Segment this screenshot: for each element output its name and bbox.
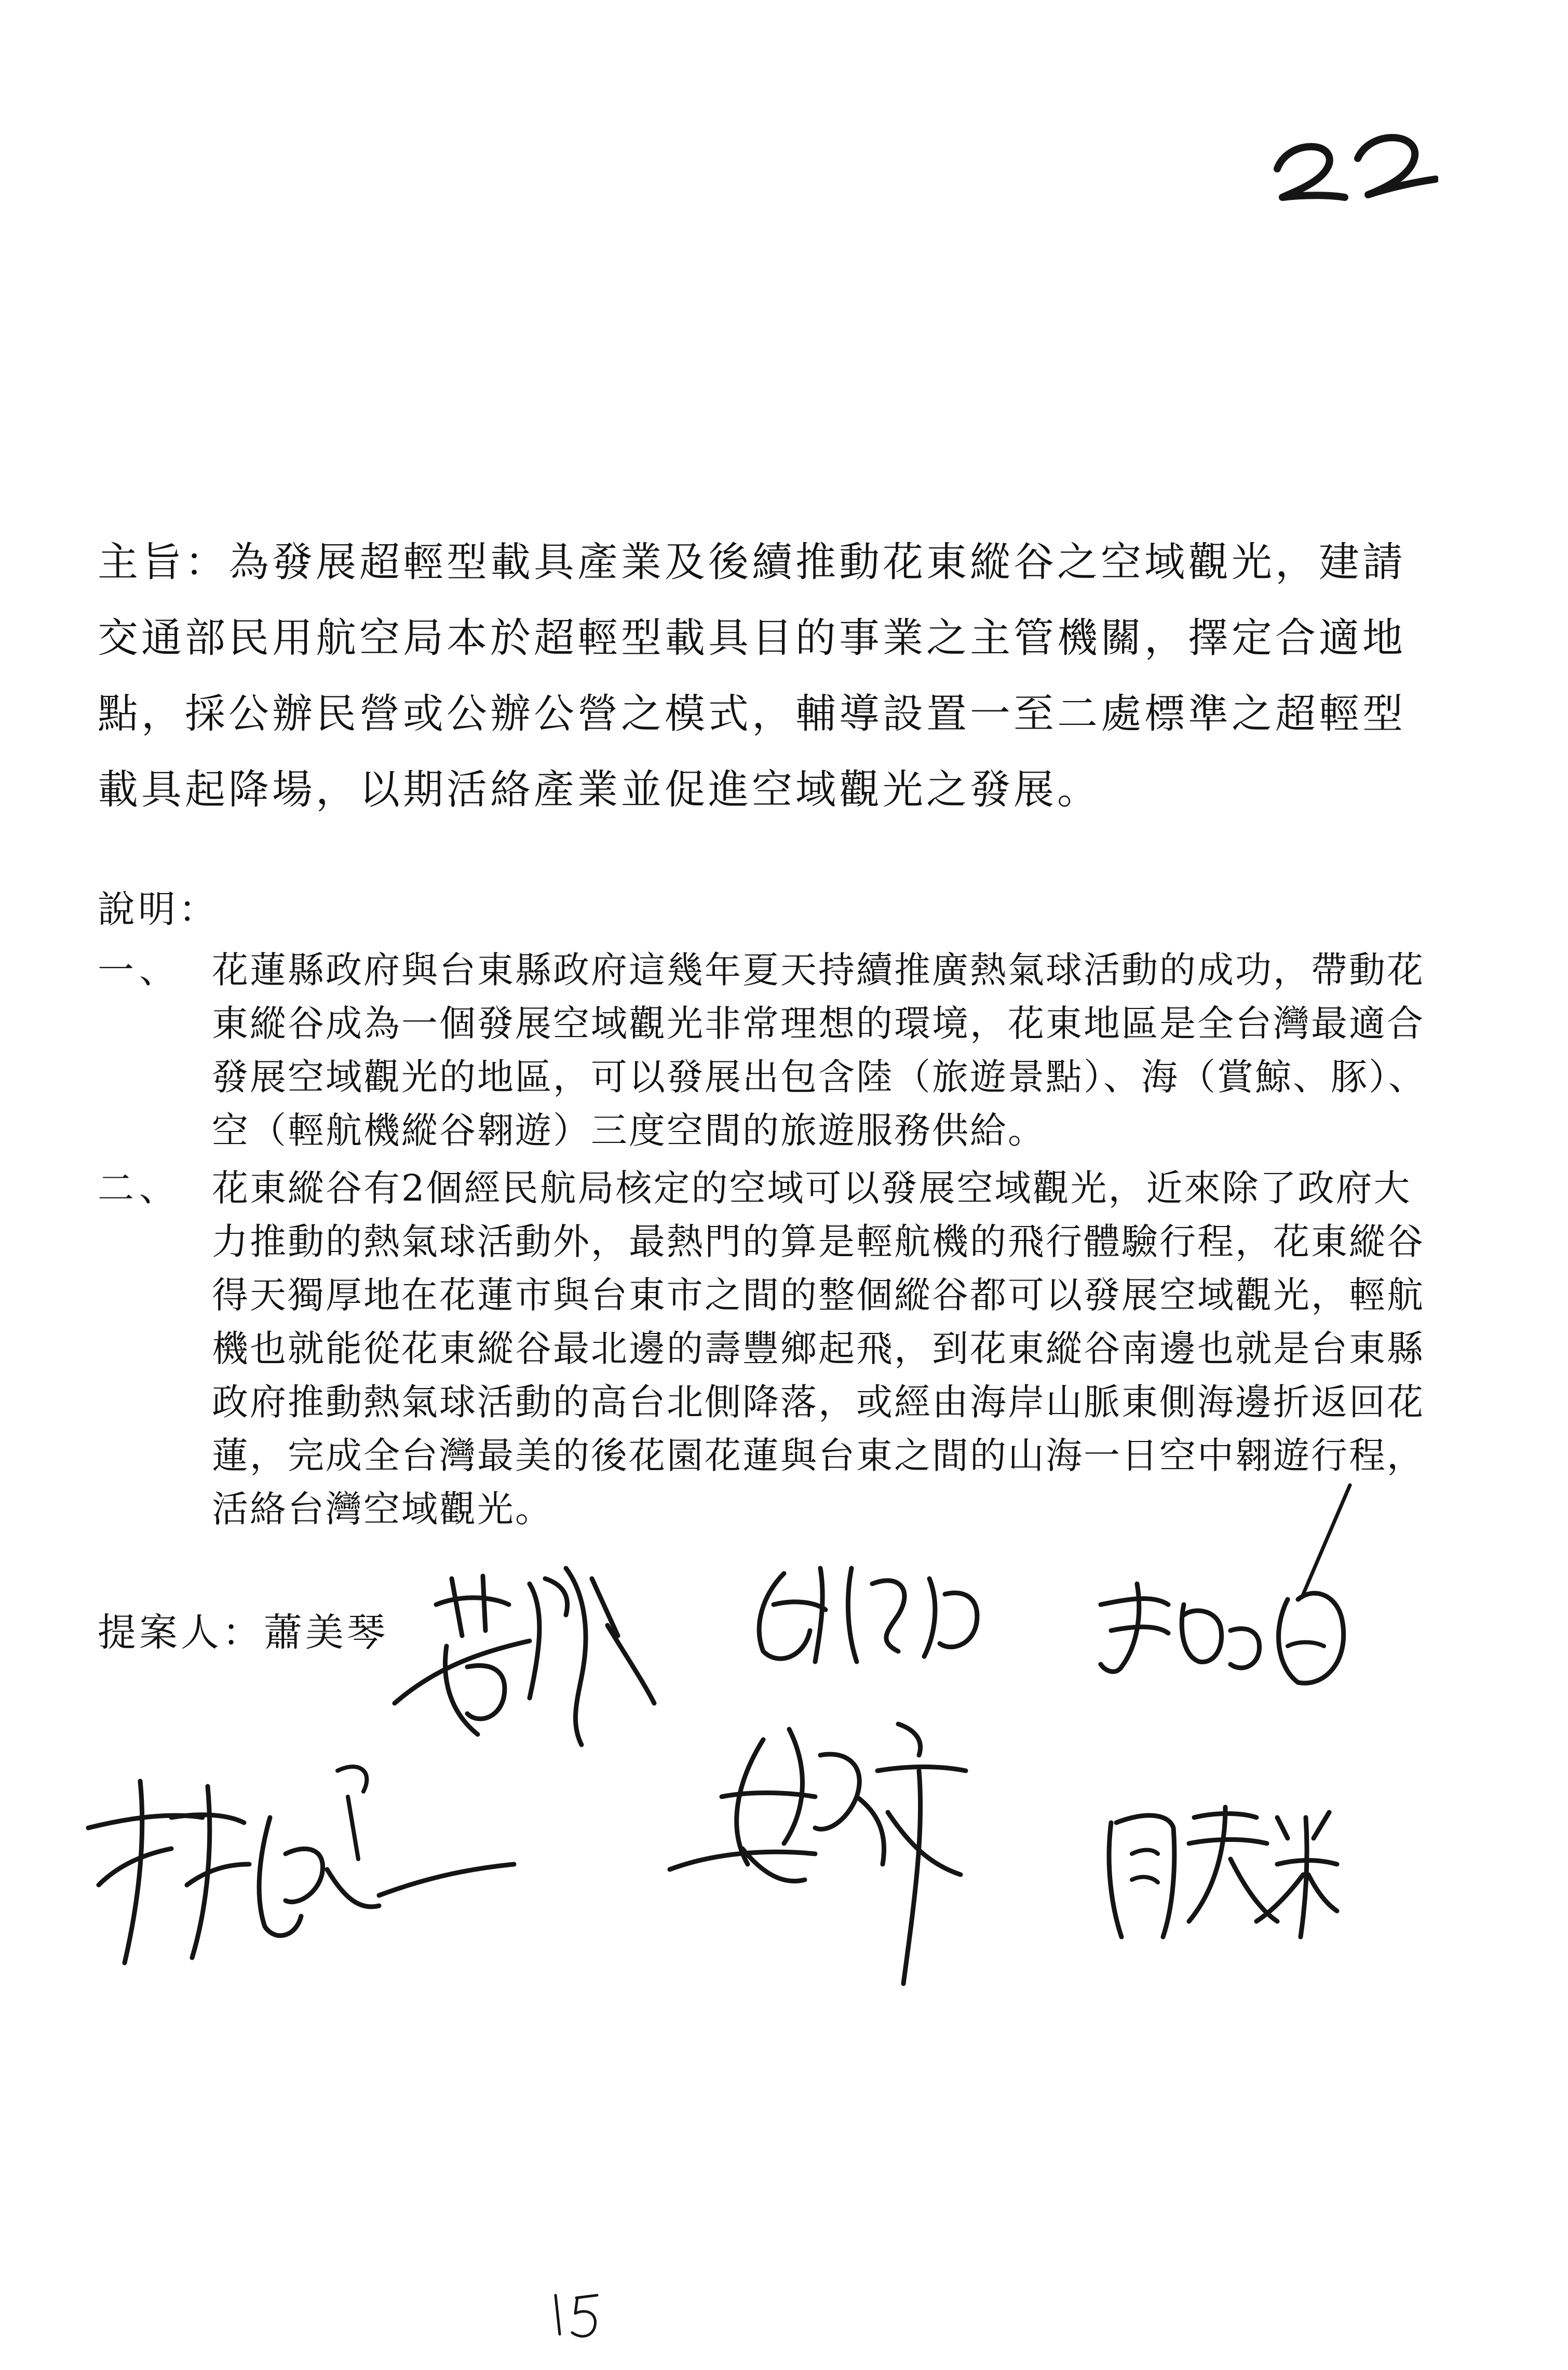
subject-line: 交通部民用航空局本於超輕型載具目的事業之主管機關，擇定合適地 <box>98 615 1407 662</box>
signature-4 <box>67 1740 514 1968</box>
item-line: 東縱谷成為一個發展空域觀光非常理想的環境，花東地區是全台灣最適合 <box>212 1002 1425 1045</box>
handwritten-page-number-bottom <box>545 2285 607 2342</box>
explanation-heading: 說明： <box>98 887 220 931</box>
item-line: 蓮，完成全台灣最美的後花園花蓮與台東之間的山海一日空中翱遊行程， <box>212 1434 1425 1477</box>
item-line: 力推動的熱氣球活動外，最熱門的算是輕航機的飛行體驗行程，花東縱谷 <box>212 1220 1425 1263</box>
item-line: 花蓮縣政府與台東縣政府這幾年夏天持續推廣熱氣球活動的成功，帶動花 <box>212 949 1425 991</box>
handwritten-page-number-top <box>1267 119 1438 208</box>
item-number: 一、 <box>98 949 181 991</box>
item-line: 花東縱谷有2個經民航局核定的空域可以發展空域觀光，近來除了政府大 <box>212 1167 1412 1209</box>
explanation-item <box>98 944 1426 1157</box>
proposer-line <box>98 1602 388 1657</box>
explanation-section <box>98 883 1426 1540</box>
item-line: 發展空域觀光的地區，可以發展出包含陸（旅遊景點）、海（賞鯨、豚）、 <box>212 1056 1426 1098</box>
item-number: 二、 <box>98 1167 181 1209</box>
item-line: 得天獨厚地在花蓮市與台東市之間的整個縱谷都可以發展空域觀光，輕航 <box>212 1274 1425 1316</box>
item-line: 活絡台灣空域觀光。 <box>212 1488 553 1530</box>
item-line: 機也就能從花東縱谷最北邊的壽豐鄉起飛，到花東縱谷南邊也就是台東縣 <box>212 1327 1425 1370</box>
subject-line: 點，採公辦民營或公辦公營之模式，輔導設置一至二處標準之超輕型 <box>98 691 1407 737</box>
signature-6 <box>1101 1786 1340 1942</box>
item-line: 政府推動熱氣球活動的高台北側降落，或經由海岸山脈東側海邊折返回花 <box>212 1381 1425 1423</box>
item-line: 空（輕航機縱谷翱遊）三度空間的旅遊服務供給。 <box>212 1109 1046 1152</box>
signature-3 <box>1080 1475 1355 1693</box>
signature-1 <box>374 1547 665 1755</box>
subject-line: 主旨：為發展超輕型載具產業及後續推動花東縱谷之空域觀光，建請 <box>98 539 1407 586</box>
subject-paragraph <box>98 524 1407 828</box>
signature-2 <box>742 1553 1002 1677</box>
signature-5 <box>659 1708 1002 1989</box>
subject-line: 載具起降場，以期活絡產業並促進空域觀光之發展。 <box>98 766 1101 813</box>
proposer-label: 提案人：蕭美琴 <box>98 1610 388 1655</box>
